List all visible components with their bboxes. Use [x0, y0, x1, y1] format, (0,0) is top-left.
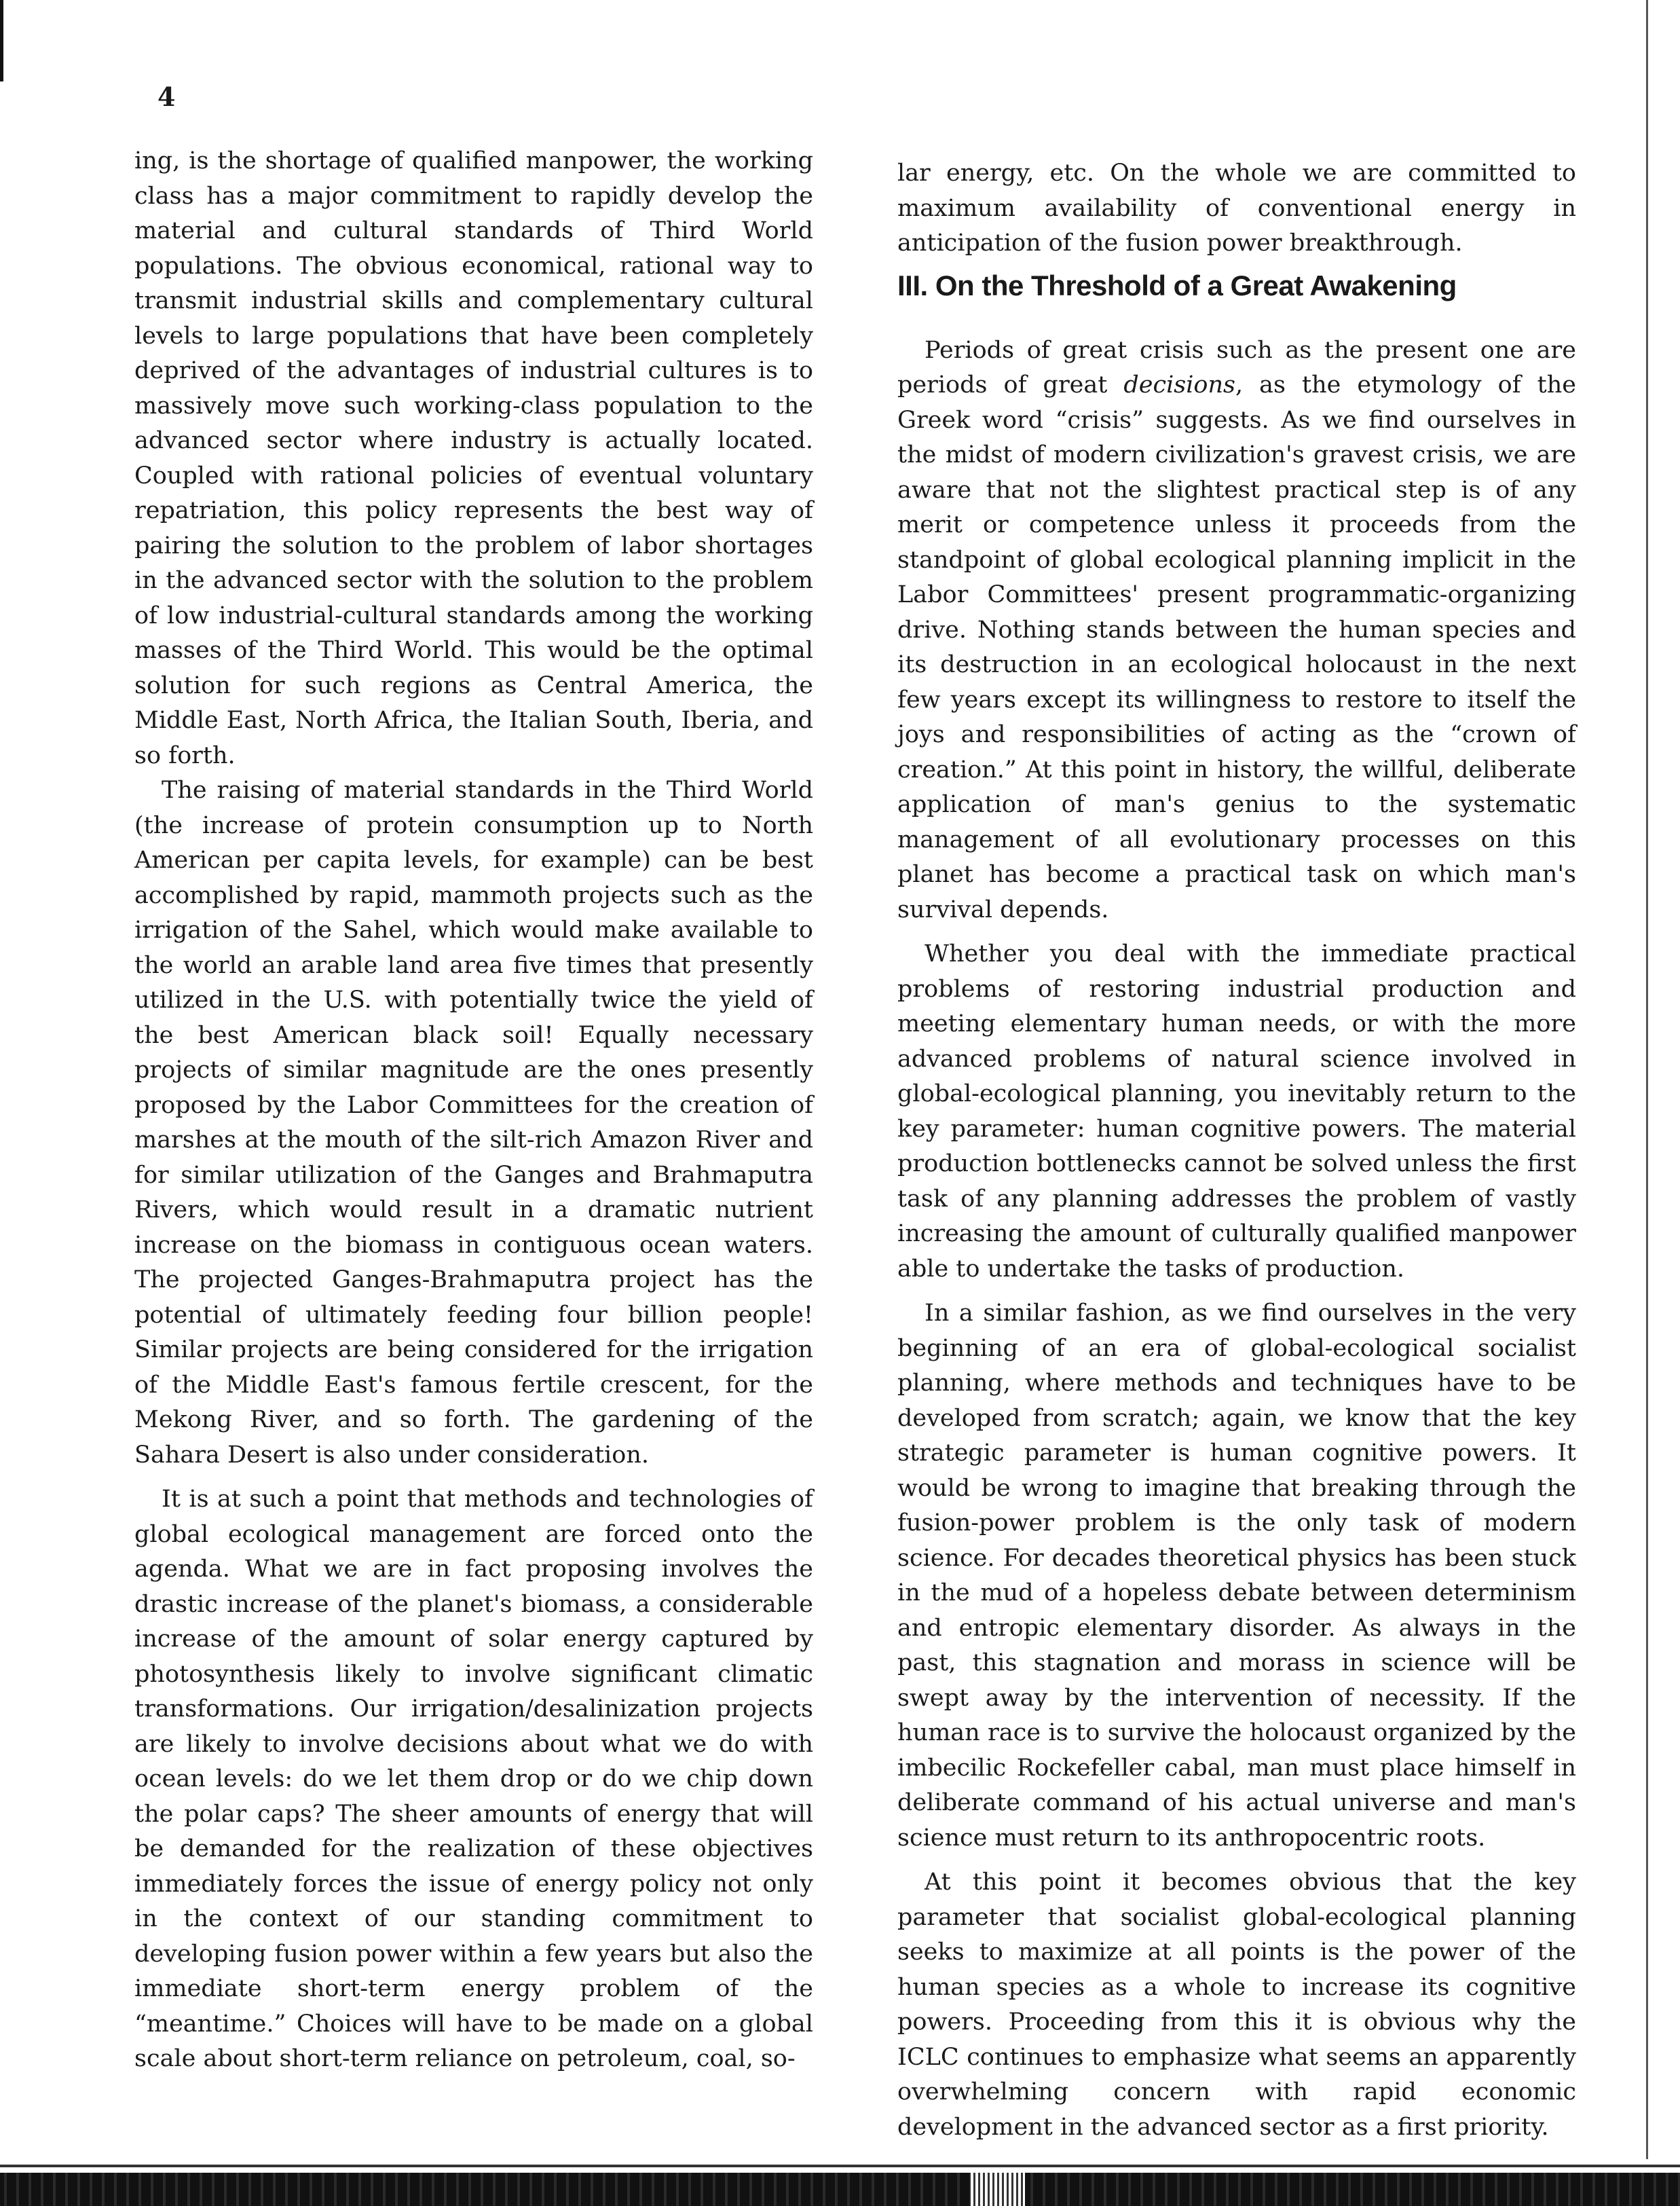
- scan-left-edge: [0, 0, 3, 81]
- right-paragraph-1-emphasis: decisions: [1123, 371, 1236, 399]
- right-continuation-paragraph: lar energy, etc. On the whole we are committed to maximum availability of conventional energy in anticipation of the fusion power breakthrough.: [897, 160, 1576, 257]
- scan-bottom-rule: [0, 2165, 1680, 2167]
- right-paragraph-1-text-b: , as the etymology of the Greek word “crisis” suggests. As we find ourselves in the midst of modern civilization's gravest crisis, we are aware that not the slightest practical step is of any merit or competence unless it proceeds from the standpoint of global ecological planning implicit in the Labor Committees' present programmatic-organizing drive. Nothing stands between the human species and its destruction in an ecological holocaust in the next few years except its willingness to restore to itself the joys and responsibilities of acting as the “crown of creation.” At this point in history, the willful, deliberate application of man's genius to the systematic management of all evolutionary processes on this planet has become a practical task on which man's survival depends.: [897, 371, 1576, 923]
- left-paragraph-2: The raising of material standards in the Third World (the increase of protein consumption up to North American per capita levels, for example) can be best accomplished by rapid, mammoth projects such as the irrigation of the Sahel, which would make available to the world an arable land area five times that presently utilized in the U.S. with potentially twice the yield of the best American black soil! Equally necessary projects of similar magnitude are the ones presently proposed by the Labor Committees for the creation of marshes at the mouth of the silt-rich Amazon River and for similar utilization of the Ganges and Brahmaputra Rivers, which would result in a dramatic nutrient increase on the biomass in contiguous ocean waters. The projected Ganges-Brahmaputra project has the potential of ultimately feeding four billion people! Similar projects are being considered for the irrigation of the Middle East's famous fertile crescent, for the Mekong River, and so forth. The gardening of the Sahara Desert is also under consideration.: [134, 777, 813, 1469]
- left-paragraph-1: ing, is the shortage of qualified manpower, the working class has a major commitment to rapidly develop the material and cultural standards of Third World populations. The obvious economical, rational way to transmit industrial skills and complementary cultural levels to large populations that have been completely deprived of the advantages of industrial cultures is to massively move such working-class population to the advanced sector where industry is actually located. Coupled with rational policies of eventual voluntary repatriation, this policy represents the best way of pairing the solution to the problem of labor shortages in the advanced sector with the solution to the problem of low industrial-cultural standards among the working masses of the Third World. This would be the optimal solution for such regions as Central America, the Middle East, North Africa, the Italian South, Iberia, and so forth.: [134, 147, 813, 769]
- right-paragraph-1-text-a: Periods of great crisis such as the present one are periods of great: [897, 336, 1576, 399]
- right-paragraph-4: At this point it becomes obvious that the key parameter that socialist global-ecological planning seeks to maximize at all points is the power of the human species as a whole to increase its cognitive powers. Proceeding from this it is obvious why the ICLC continues to emphasize what seems an apparently overwhelming concern with rapid economic development in the advanced sector as a first priority.: [897, 1869, 1576, 2141]
- section-heading: III. On the Threshold of a Great Awakening: [897, 269, 1457, 301]
- scan-bottom-strip-light: [971, 2173, 1025, 2206]
- page-number: 4: [157, 81, 176, 112]
- right-column: [897, 156, 1576, 2145]
- scan-right-edge: [1646, 0, 1648, 2159]
- right-paragraph-1: [897, 333, 1576, 928]
- scan-bottom-strip: [0, 2173, 1680, 2206]
- right-paragraph-2: Whether you deal with the immediate practical problems of restoring industrial production and meeting elementary human needs, or with the more advanced problems of natural science involved in global-ecological planning, you inevitably return to the key parameter: human cognitive powers. The material production bottlenecks cannot be solved unless the first task of any planning addresses the problem of vastly increasing the amount of culturally qualified manpower able to undertake the tasks of production.: [897, 940, 1576, 1283]
- left-column: [134, 144, 813, 2077]
- right-paragraph-3: In a similar fashion, as we find ourselves in the very beginning of an era of global-ecological socialist planning, where methods and techniques have to be developed from scratch; again, we know that the key strategic parameter is human cognitive powers. It would be wrong to imagine that breaking through the fusion-power problem is the only task of modern science. For decades theoretical physics has been stuck in the mud of a hopeless debate between determinism and entropic elementary disorder. As always in the past, this stagnation and morass in science will be swept away by the intervention of necessity. If the human race is to survive the holocaust organized by the imbecilic Rockefeller cabal, man must place himself in deliberate command of his actual universe and man's science must return to its anthropocentric roots.: [897, 1300, 1576, 1852]
- left-paragraph-3: It is at such a point that methods and technologies of global ecological management are forced onto the agenda. What we are in fact proposing involves the drastic increase of the planet's biomass, a considerable increase of the amount of solar energy captured by photosynthesis likely to involve significant climatic transformations. Our irrigation/desalinization projects are likely to involve decisions about what we do with ocean levels: do we let them drop or do we chip down the polar caps? The sheer amounts of energy that will be demanded for the realization of these objectives immediately forces the issue of energy policy not only in the context of our standing commitment to developing fusion power within a few years but also the immediate short-term energy problem of the “meantime.” Choices will have to be made on a global scale about short-term reliance on petroleum, coal, so-: [134, 1486, 813, 2072]
